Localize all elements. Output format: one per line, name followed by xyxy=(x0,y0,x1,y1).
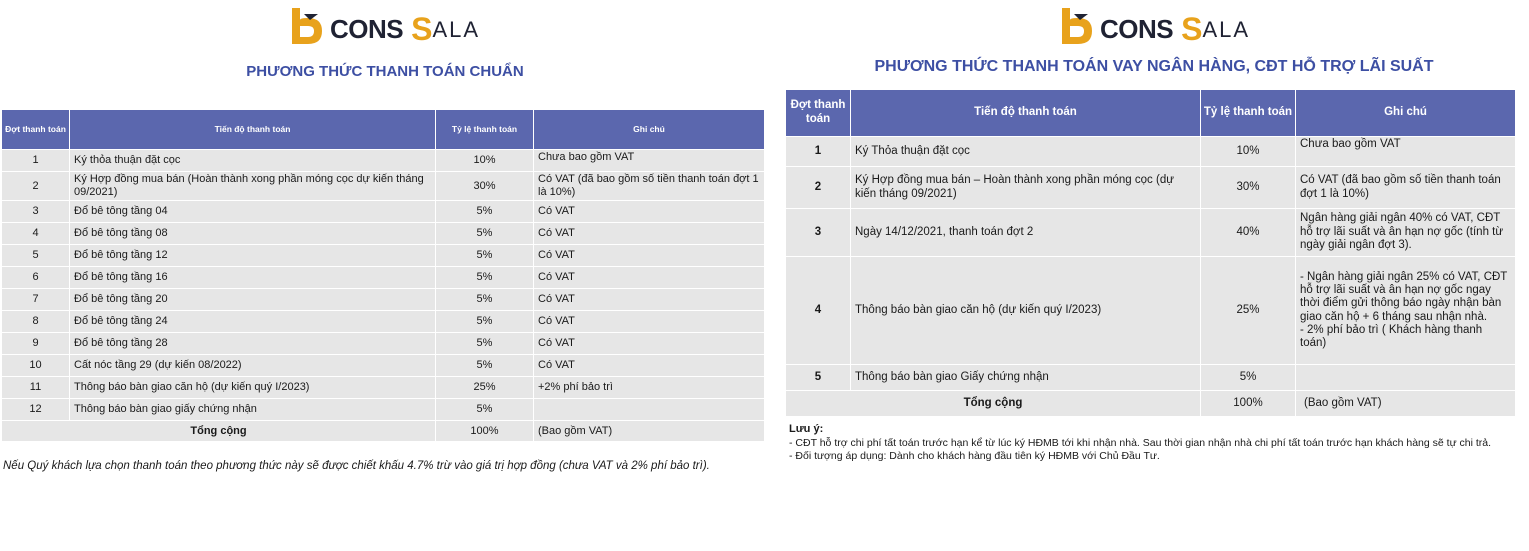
row-no: 1 xyxy=(786,137,851,167)
row-note: Chưa bao gồm VAT xyxy=(1296,137,1516,167)
table-row xyxy=(2,289,765,311)
total-label: Tổng cộng xyxy=(2,421,436,442)
row-pct: 30% xyxy=(1201,167,1296,209)
row-note: Có VAT xyxy=(534,201,765,223)
row-pct: 10% xyxy=(436,150,534,172)
row-desc: Đổ bê tông tầng 16 xyxy=(70,267,436,289)
row-note: Có VAT xyxy=(534,289,765,311)
table-row xyxy=(2,399,765,421)
row-desc: Ký Thỏa thuận đặt cọc xyxy=(851,137,1201,167)
row-note xyxy=(534,399,765,421)
standard-payment-title: PHƯƠNG THỨC THANH TOÁN CHUẨN xyxy=(246,63,524,80)
row-no: 2 xyxy=(2,172,70,201)
row-desc: Đổ bê tông tầng 08 xyxy=(70,223,436,245)
row-desc: Ký Hợp đồng mua bán (Hoàn thành xong phần móng cọc dự kiến tháng 09/2021) xyxy=(70,172,436,201)
header-note: Ghi chú xyxy=(1296,90,1516,137)
row-note: Ngân hàng giải ngân 40% có VAT, CĐT hỗ trợ lãi suất và ân hạn nợ gốc (tính từ ngày giải ngân đợt 3). xyxy=(1296,209,1516,257)
header-rate: Tỷ lệ thanh toán xyxy=(1201,90,1296,137)
header-installment: Đợt thanh toán xyxy=(786,90,851,137)
row-pct: 5% xyxy=(436,245,534,267)
row-note: - Ngân hàng giải ngân 25% có VAT, CĐT hỗ trợ lãi suất và ân hạn nợ gốc ngay thời điểm gửi thông báo ngày nhận bàn giao căn hộ + 6 tháng sau nhận nhà. - 2% phí bảo trì ( Khách hàng thanh toán) xyxy=(1296,257,1516,365)
row-desc: Đổ bê tông tầng 04 xyxy=(70,201,436,223)
row-note: Có VAT xyxy=(534,267,765,289)
note-item: - Đối tượng áp dụng: Dành cho khách hàng đầu tiên ký HĐMB với Chủ Đầu Tư. xyxy=(789,449,1160,462)
row-desc: Đổ bê tông tầng 20 xyxy=(70,289,436,311)
row-note: Có VAT xyxy=(534,223,765,245)
table-row xyxy=(2,245,765,267)
total-row xyxy=(786,391,1516,417)
logo-left xyxy=(288,2,480,46)
row-no: 1 xyxy=(2,150,70,172)
row-pct: 10% xyxy=(1201,137,1296,167)
row-note: Chưa bao gồm VAT xyxy=(534,150,765,172)
row-note: Có VAT xyxy=(534,333,765,355)
row-desc: Thông báo bàn giao căn hộ (dự kiến quý I/2023) xyxy=(851,257,1201,365)
table-row xyxy=(2,311,765,333)
table-row xyxy=(2,172,765,201)
logo-ala-text: ALA xyxy=(432,17,481,42)
row-no: 5 xyxy=(786,365,851,391)
table-row xyxy=(2,223,765,245)
notes-section xyxy=(789,423,1509,463)
row-pct: 5% xyxy=(436,267,534,289)
logo-s-letter: S xyxy=(1181,11,1203,47)
row-pct: 30% xyxy=(436,172,534,201)
row-pct: 5% xyxy=(436,333,534,355)
table-header-row xyxy=(2,110,765,150)
table-row xyxy=(2,267,765,289)
row-note: Có VAT (đã bao gồm số tiền thanh toán đợt 1 là 10%) xyxy=(534,172,765,201)
row-pct: 5% xyxy=(436,223,534,245)
row-no: 4 xyxy=(2,223,70,245)
standard-payment-table xyxy=(1,109,765,442)
header-progress: Tiến độ thanh toán xyxy=(851,90,1201,137)
header-note: Ghi chú xyxy=(534,110,765,150)
table-row xyxy=(2,377,765,399)
table-row xyxy=(2,150,765,172)
row-desc: Thông báo bàn giao Giấy chứng nhận xyxy=(851,365,1201,391)
row-note: Có VAT xyxy=(534,245,765,267)
row-desc: Đổ bê tông tầng 12 xyxy=(70,245,436,267)
total-pct: 100% xyxy=(1201,391,1296,417)
row-pct: 5% xyxy=(436,355,534,377)
row-no: 4 xyxy=(786,257,851,365)
row-desc: Ký thỏa thuận đặt cọc xyxy=(70,150,436,172)
table-row xyxy=(786,137,1516,167)
row-pct: 5% xyxy=(1201,365,1296,391)
row-no: 10 xyxy=(2,355,70,377)
note-item: - CĐT hỗ trợ chi phí tất toán trước hạn kể từ lúc ký HĐMB tới khi nhận nhà. Sau thời gian nhận nhà chi phí tất toán trước hạn khách hàng sẽ tự chi trả. xyxy=(789,436,1492,449)
row-no: 9 xyxy=(2,333,70,355)
total-label: Tổng cộng xyxy=(786,391,1201,417)
row-pct: 25% xyxy=(1201,257,1296,365)
total-pct: 100% xyxy=(436,421,534,442)
row-pct: 5% xyxy=(436,311,534,333)
row-pct: 5% xyxy=(436,399,534,421)
logo-b-icon xyxy=(1058,6,1098,46)
row-pct: 40% xyxy=(1201,209,1296,257)
row-no: 7 xyxy=(2,289,70,311)
bank-loan-payment-title: PHƯƠNG THỨC THANH TOÁN VAY NGÂN HÀNG, CĐT HỖ TRỢ LÃI SUẤT xyxy=(874,58,1434,75)
discount-footnote: Nếu Quý khách lựa chọn thanh toán theo phương thức này sẽ được chiết khấu 4.7% trừ vào giá trị hợp đồng (chưa VAT và 2% phí bảo trì). xyxy=(3,460,710,472)
table-row xyxy=(786,257,1516,365)
total-note: (Bao gồm VAT) xyxy=(534,421,765,442)
row-no: 3 xyxy=(786,209,851,257)
row-no: 3 xyxy=(2,201,70,223)
notes-heading: Lưu ý: xyxy=(789,423,824,435)
row-desc: Ngày 14/12/2021, thanh toán đợt 2 xyxy=(851,209,1201,257)
total-row xyxy=(2,421,765,442)
row-pct: 5% xyxy=(436,289,534,311)
table-row xyxy=(786,167,1516,209)
row-note xyxy=(1296,365,1516,391)
logo-s-letter: S xyxy=(411,11,433,47)
row-desc: Đổ bê tông tầng 28 xyxy=(70,333,436,355)
row-no: 8 xyxy=(2,311,70,333)
total-note: (Bao gồm VAT) xyxy=(1296,391,1516,417)
row-no: 12 xyxy=(2,399,70,421)
logo-cons-text: CONS xyxy=(1100,14,1174,44)
row-no: 11 xyxy=(2,377,70,399)
row-pct: 5% xyxy=(436,201,534,223)
row-desc: Thông báo bàn giao căn hộ (dự kiến quý I/2023) xyxy=(70,377,436,399)
table-row xyxy=(786,209,1516,257)
table-header-row xyxy=(786,90,1516,137)
row-no: 5 xyxy=(2,245,70,267)
logo-ala-text: ALA xyxy=(1202,17,1251,42)
row-desc: Thông báo bàn giao giấy chứng nhận xyxy=(70,399,436,421)
row-no: 2 xyxy=(786,167,851,209)
row-note: +2% phí bảo trì xyxy=(534,377,765,399)
header-rate: Tỷ lệ thanh toán xyxy=(436,110,534,150)
row-desc: Đổ bê tông tầng 24 xyxy=(70,311,436,333)
logo-right xyxy=(1058,2,1250,46)
table-row xyxy=(2,333,765,355)
header-progress: Tiến độ thanh toán xyxy=(70,110,436,150)
row-desc: Cất nóc tầng 29 (dự kiến 08/2022) xyxy=(70,355,436,377)
row-pct: 25% xyxy=(436,377,534,399)
logo-cons-text: CONS xyxy=(330,14,404,44)
row-note: Có VAT xyxy=(534,311,765,333)
logo-b-icon xyxy=(288,6,328,46)
row-note: Có VAT xyxy=(534,355,765,377)
table-row xyxy=(786,365,1516,391)
row-no: 6 xyxy=(2,267,70,289)
bank-loan-payment-table xyxy=(785,89,1516,417)
table-row xyxy=(2,201,765,223)
table-row xyxy=(2,355,765,377)
row-note: Có VAT (đã bao gồm số tiền thanh toán đợt 1 là 10%) xyxy=(1296,167,1516,209)
row-desc: Ký Hợp đồng mua bán – Hoàn thành xong phần móng cọc (dự kiến tháng 09/2021) xyxy=(851,167,1201,209)
header-installment: Đợt thanh toán xyxy=(2,110,70,150)
